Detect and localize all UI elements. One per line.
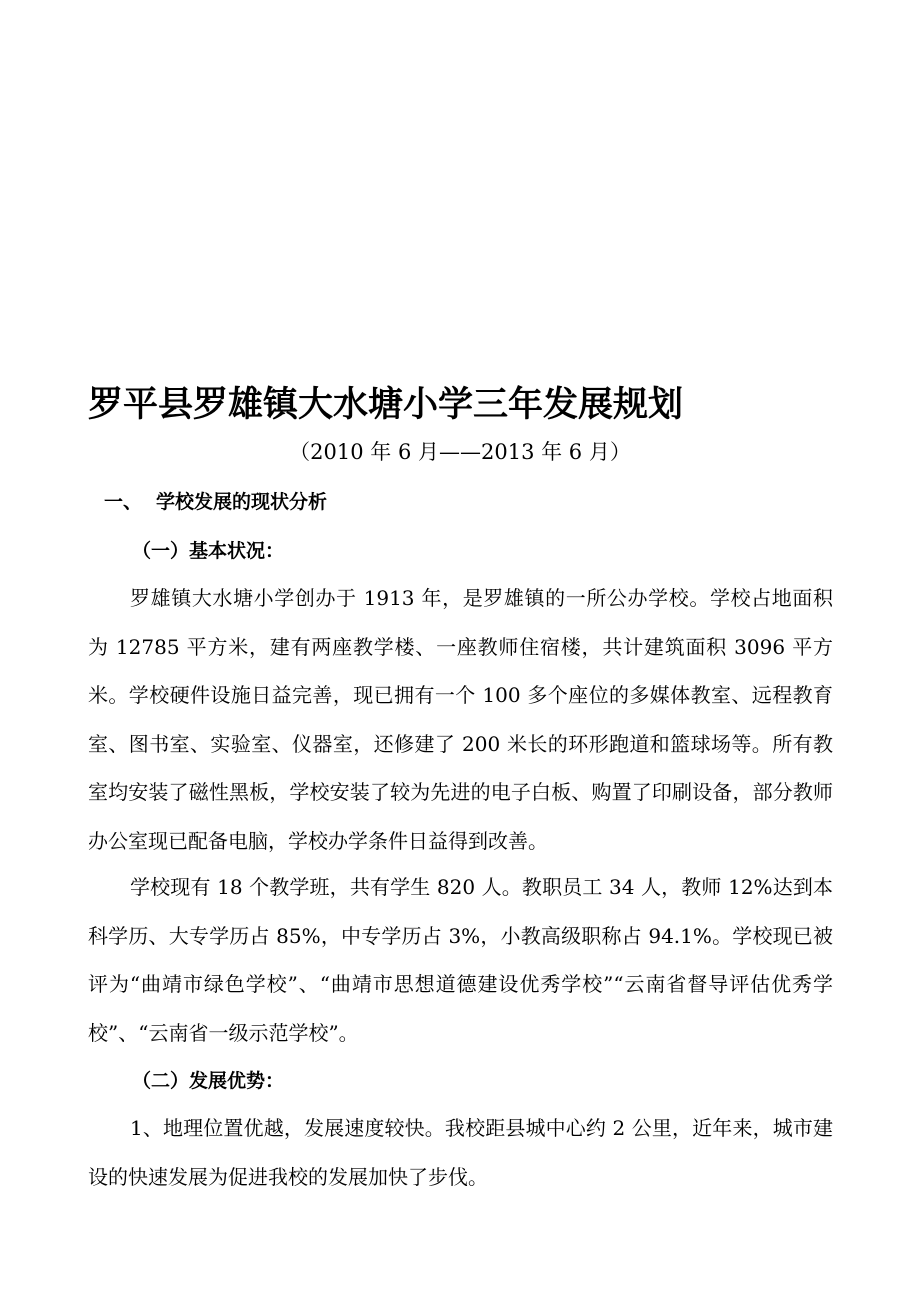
document-subtitle: （2010 年 6 月——2013 年 6 月） bbox=[289, 440, 631, 464]
section-heading-1 bbox=[104, 488, 327, 516]
subsection-heading-basic: （一）基本状况： bbox=[132, 540, 285, 562]
subsection-heading-advantages: （二）发展优势： bbox=[132, 1070, 285, 1092]
section-title: 学校发展的现状分析 bbox=[156, 491, 328, 513]
paragraph-school-stats: 学校现有 18 个教学班，共有学生 820 人。教职员工 34 人，教师 12%达到本科学历、大专学历占 85%，中专学历占 3%，小教高级职称占 94.1%。学校现已被评为“曲靖市绿色学校”、“曲靖市思想道德建设优秀学校”“云南省督导评估优秀学校”、“云南省一级示范学校”。 bbox=[88, 875, 833, 1045]
document-title: 罗平县罗雄镇大水塘小学三年发展规划 bbox=[88, 385, 684, 425]
paragraph-advantage-1: 1、地理位置优越，发展速度较快。我校距县城中心约 2 公里，近年来，城市建设的快速发展为促进我校的发展加快了步伐。 bbox=[88, 1116, 833, 1189]
paragraph-basic-status: 罗雄镇大水塘小学创办于 1913 年，是罗雄镇的一所公办学校。学校占地面积为 12785 平方米，建有两座教学楼、一座教师住宿楼，共计建筑面积 3096 平方米。学校硬件设施日益完善，现已拥有一个 100 多个座位的多媒体教室、远程教育室、图书室、实验室、仪器室，还修建了 200 米长的环形跑道和篮球场等。所有教室均安装了磁性黑板，学校安装了较为先进的电子白板、购置了印刷设备，部分教师办公室现已配备电脑，学校办学条件日益得到改善。 bbox=[88, 586, 833, 853]
section-number: 一、 bbox=[104, 491, 143, 513]
